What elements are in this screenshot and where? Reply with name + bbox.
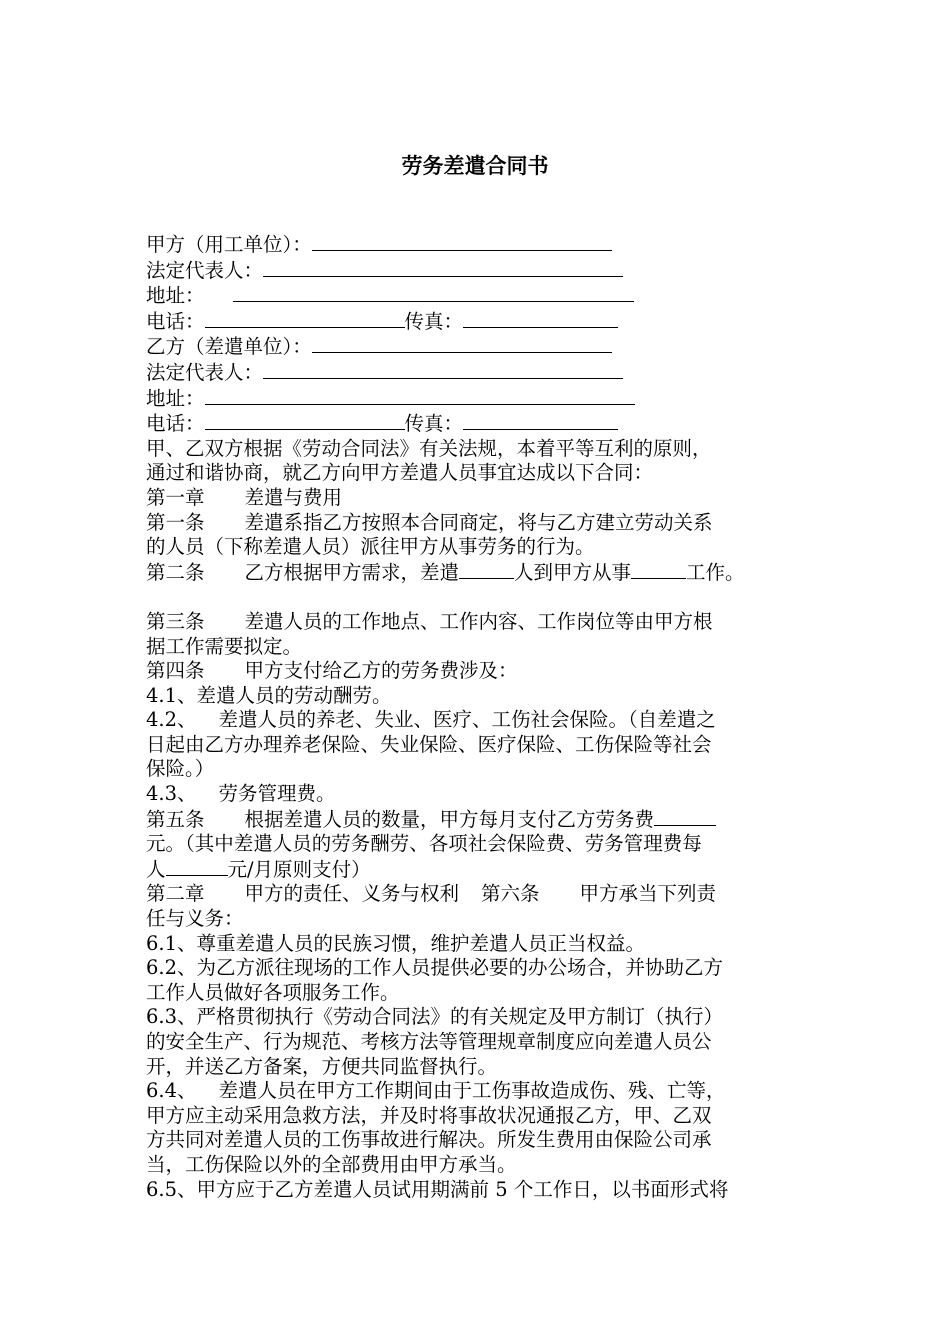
article-5-line-1 [146, 807, 816, 833]
party-b-rep-label: 法定代表人： [146, 360, 264, 384]
article-5-line-2: 元。（其中差遣人员的劳务酬劳、各项社会保险费、劳务管理费每 [146, 832, 702, 856]
page-title: 劳务差遣合同书 [401, 153, 549, 178]
party-a-rep-label: 法定代表人： [146, 258, 264, 282]
article-4-item-2-line-1 [146, 708, 816, 733]
preamble-line-1: 甲、乙双方根据《劳动合同法》有关法规，本着平等互利的原则， [146, 436, 712, 460]
party-a-label: 甲方（用工单位）： [146, 233, 312, 256]
party-b-line [146, 334, 816, 360]
article-4-item-3-num: 4.3、 [146, 782, 197, 806]
article-2-num: 第二条 [146, 560, 205, 584]
article-6-item-4-line-3: 方共同对差遣人员的工伤事故进行解决。所发生费用由保险公司承 [146, 1128, 712, 1152]
article-6-item-3-line-2: 的安全生产、行为规范、考核方法等管理规章制度应向差遣人员公 [146, 1030, 712, 1053]
party-b-addr-label: 地址： [146, 386, 205, 410]
article-2-part-3: 工作。 [686, 560, 745, 584]
article-2-count-blank [459, 560, 514, 579]
party-b-rep-blank [263, 360, 623, 379]
article-5-fee-blank [654, 807, 716, 826]
article-5-line-3 [146, 857, 816, 883]
article-5-num: 第五条 [146, 807, 205, 831]
party-a-addr-blank [233, 283, 634, 302]
article-2-work-blank [631, 560, 686, 579]
party-b-phone-blank [205, 411, 405, 430]
article-1-num: 第一条 [146, 510, 205, 534]
party-a-blank [312, 232, 612, 251]
article-5-rate-blank [166, 857, 228, 876]
party-b-addr-blank [205, 386, 635, 405]
article-1-text: 差遣系指乙方按照本合同商定，将与乙方建立劳动关系 [244, 510, 713, 534]
article-2-line [146, 560, 816, 586]
party-a-line [146, 232, 816, 258]
article-3-num: 第三条 [146, 609, 205, 633]
article-5-rate-text: 元/月原则支付） [227, 857, 371, 881]
article-6-item-4-line-4: 当，工伤保险以外的全部费用由甲方承当。 [146, 1152, 517, 1176]
article-6-cont: 任与义务： [146, 907, 244, 931]
party-b-contact-line [146, 411, 816, 437]
article-3-line-2: 据工作需要拟定。 [146, 634, 303, 658]
article-4-num: 第四条 [146, 659, 205, 683]
party-a-contact-line [146, 309, 816, 335]
party-a-addr-line [146, 283, 816, 309]
article-3-text: 差遣人员的工作地点、工作内容、工作岗位等由甲方根 [244, 609, 713, 633]
party-a-fax-label: 传真： [404, 309, 464, 333]
article-6-item-3-line-3: 开，并送乙方备案，方便共同监督执行。 [146, 1054, 498, 1078]
article-6-item-4-line-1 [146, 1079, 816, 1104]
article-4-line [146, 659, 816, 684]
chapter-2-heading [146, 882, 816, 907]
party-a-phone-blank [205, 309, 405, 328]
party-b-rep-line [146, 360, 816, 386]
chapter-2-title: 甲方的责任、义务与权利 [244, 882, 460, 906]
article-6-item-4-num: 6.4、 [146, 1079, 197, 1103]
article-4-item-2-line-3: 保险。） [146, 757, 215, 781]
party-a-fax-blank [463, 309, 618, 328]
document-body [146, 232, 816, 1202]
article-6-item-5-line-1: 6.5、甲方应于乙方差遣人员试用期满前 5 个工作日，以书面形式将 [146, 1177, 729, 1201]
article-4-item-2-num: 4.2、 [146, 708, 197, 732]
party-b-fax-blank [463, 411, 618, 430]
party-b-addr-line [146, 386, 816, 412]
article-4-item-2-text: 差遣人员的养老、失业、医疗、工伤社会保险。（自差遣之 [218, 708, 716, 732]
party-b-fax-label: 传真： [404, 412, 464, 436]
article-6-item-4-text: 差遣人员在甲方工作期间由于工伤事故造成伤、残、亡等， [218, 1079, 726, 1103]
article-3-line-1 [146, 610, 816, 635]
party-a-rep-line [146, 258, 816, 284]
article-2-part-2: 人到甲方从事 [514, 560, 632, 584]
article-4-item-3 [146, 782, 816, 807]
chapter-1-heading [146, 486, 816, 511]
article-2-part-1: 乙方根据甲方需求，差遣 [244, 560, 460, 584]
article-4-text: 甲方支付给乙方的劳务费涉及： [244, 659, 518, 683]
article-6-item-2-line-1: 6.2、为乙方派往现场的工作人员提供必要的办公场合，并协助乙方 [146, 956, 724, 980]
party-b-blank [312, 334, 612, 353]
chapter-1-num: 第一章 [146, 485, 205, 509]
party-a-addr-label: 地址： [146, 284, 205, 308]
article-4-item-2-line-2: 日起由乙方办理养老保险、失业保险、医疗保险、工伤保险等社会 [146, 732, 712, 756]
article-4-item-1: 4.1、差遣人员的劳动酬劳。 [146, 683, 392, 707]
party-a-rep-blank [263, 258, 623, 277]
party-a-phone-label: 电话： [146, 309, 205, 333]
article-6-item-1: 6.1、尊重差遣人员的民族习惯，维护差遣人员正当权益。 [146, 931, 646, 955]
party-b-phone-label: 电话： [146, 412, 205, 436]
article-5-per-person: 人 [146, 857, 166, 881]
article-6-item-2-line-2: 工作人员做好各项服务工作。 [146, 980, 400, 1004]
article-6-item-4-line-2: 甲方应主动采用急救方法，并及时将事故状况通报乙方，甲、乙双 [146, 1103, 712, 1127]
article-5-text: 根据差遣人员的数量，甲方每月支付乙方劳务费 [244, 807, 655, 831]
article-6-text: 甲方承当下列责 [579, 882, 717, 906]
article-4-item-3-text: 劳务管理费。 [218, 782, 336, 806]
article-6-item-3-line-1: 6.3、严格贯彻执行《劳动合同法》的有关规定及甲方制订（执行） [146, 1005, 724, 1029]
preamble-line-2: 通过和谐协商，就乙方向甲方差遣人员事宜达成以下合同： [146, 461, 654, 485]
chapter-1-title: 差遣与费用 [244, 485, 343, 509]
article-6-num: 第六条 [481, 882, 540, 906]
chapter-2-num: 第二章 [146, 882, 205, 906]
article-1-line-2: 的人员（下称差遣人员）派往甲方从事劳务的行为。 [146, 535, 595, 559]
party-b-label: 乙方（差遣单位）： [146, 335, 312, 359]
article-1-line-1 [146, 511, 816, 536]
